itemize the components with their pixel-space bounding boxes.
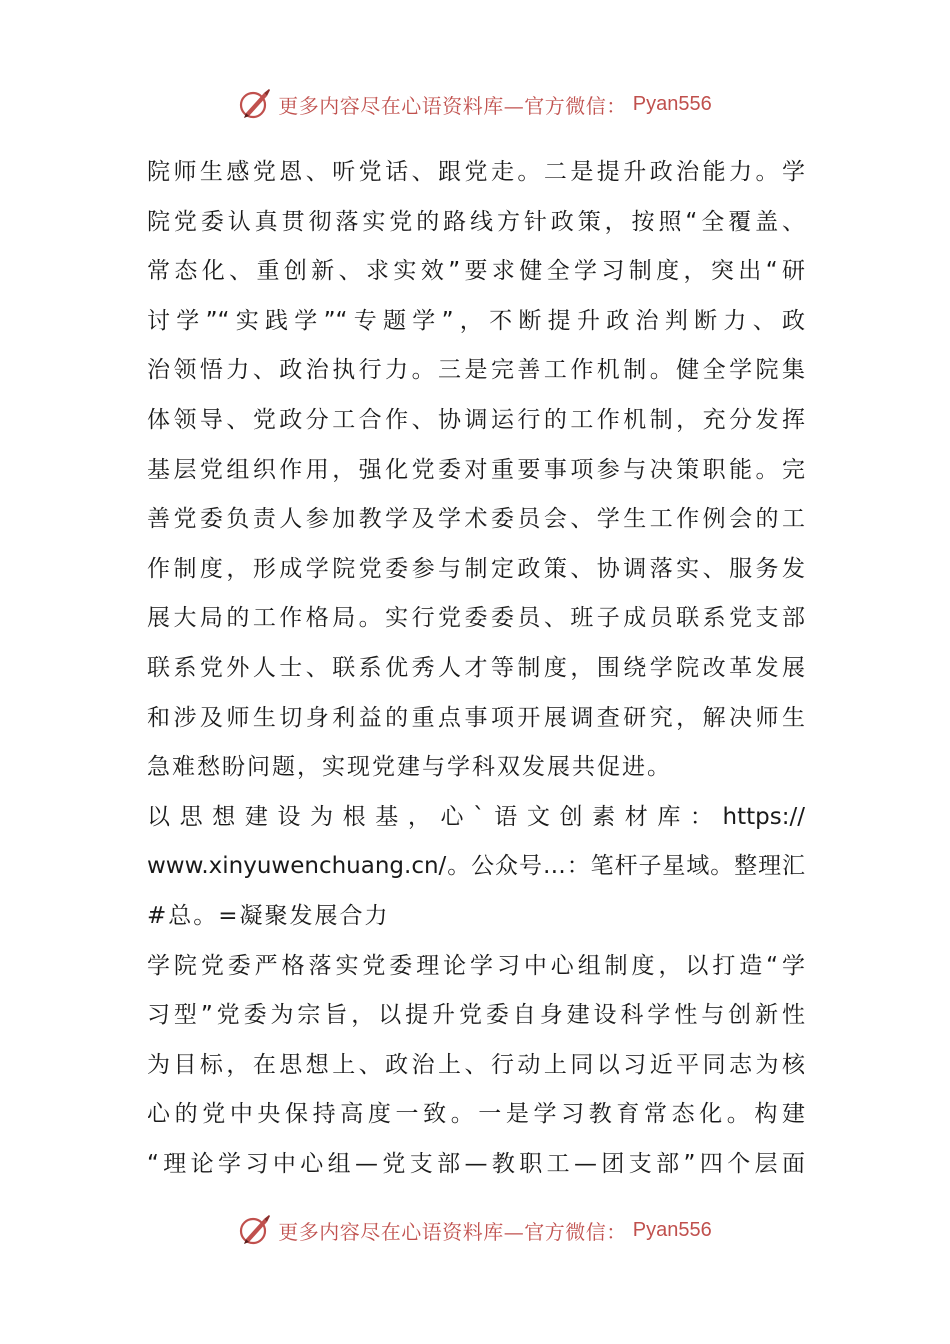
- text-line: 习型”党委为宗旨，以提升党委自身建设科学性与创新性: [147, 1002, 805, 1029]
- banner-wechat-id: Pyan556: [632, 92, 712, 115]
- banner-text: 更多内容尽在心语资料库—官方微信：: [278, 1219, 627, 1244]
- document-body: [147, 148, 805, 1189]
- text-line: 常态化、重创新、求实效”要求健全学习制度，突出“研: [147, 258, 805, 285]
- text-line: 展大局的工作格局。实行党委委员、班子成员联系党支部: [147, 605, 805, 632]
- text-line: www.xinyuwenchuang.cn/。公众号…：笔杆子星域。整理汇: [147, 853, 805, 880]
- text-line: 基层党组织作用，强化党委对重要事项参与决策职能。完: [147, 456, 805, 483]
- text-line: 讨学”“实践学”“专题学”，不断提升政治判断力、政: [147, 307, 805, 334]
- text-line: 联系党外人士、联系优秀人才等制度，围绕学院改革发展: [147, 654, 805, 681]
- text-line: 院党委认真贯彻落实党的路线方针政策，按照“全覆盖、: [147, 208, 805, 235]
- pen-circle-logo-icon: [238, 1213, 272, 1247]
- text-line: “理论学习中心组—党支部—教职工—团支部”四个层面: [147, 1150, 805, 1177]
- text-line: 治领悟力、政治执行力。三是完善工作机制。健全学院集: [147, 357, 805, 384]
- text-line: 学院党委严格落实党委理论学习中心组制度，以打造“学: [147, 952, 805, 979]
- text-line: 和涉及师生切身利益的重点事项开展调查研究，解决师生: [147, 704, 805, 731]
- text-line: 急难愁盼问题，实现党建与学科双发展共促进。: [147, 754, 672, 781]
- text-line: 为目标，在思想上、政治上、行动上同以习近平同志为核: [147, 1051, 805, 1078]
- header-watermark-banner: [0, 84, 950, 124]
- text-line: 心的党中央保持高度一致。一是学习教育常态化。构建: [147, 1101, 805, 1128]
- paragraph-2-heading: [147, 793, 805, 942]
- paragraph-1: [147, 148, 805, 793]
- banner-wechat-id: Pyan556: [632, 1218, 712, 1241]
- text-line: 以思想建设为根基，心`语文创素材库：https://: [147, 803, 805, 830]
- text-line: 善党委负责人参加教学及学术委员会、学生工作例会的工: [147, 506, 805, 533]
- pen-circle-logo-icon: [238, 87, 272, 121]
- footer-watermark-banner: [0, 1210, 950, 1250]
- text-line: 作制度，形成学院党委参与制定政策、协调落实、服务发: [147, 555, 805, 582]
- text-line: #总。=凝聚发展合力: [147, 902, 390, 929]
- banner-text: 更多内容尽在心语资料库—官方微信：: [278, 93, 627, 118]
- text-line: 体领导、党政分工合作、协调运行的工作机制，充分发挥: [147, 406, 805, 433]
- paragraph-3: [147, 942, 805, 1190]
- text-line: 院师生感党恩、听党话、跟党走。二是提升政治能力。学: [147, 159, 805, 185]
